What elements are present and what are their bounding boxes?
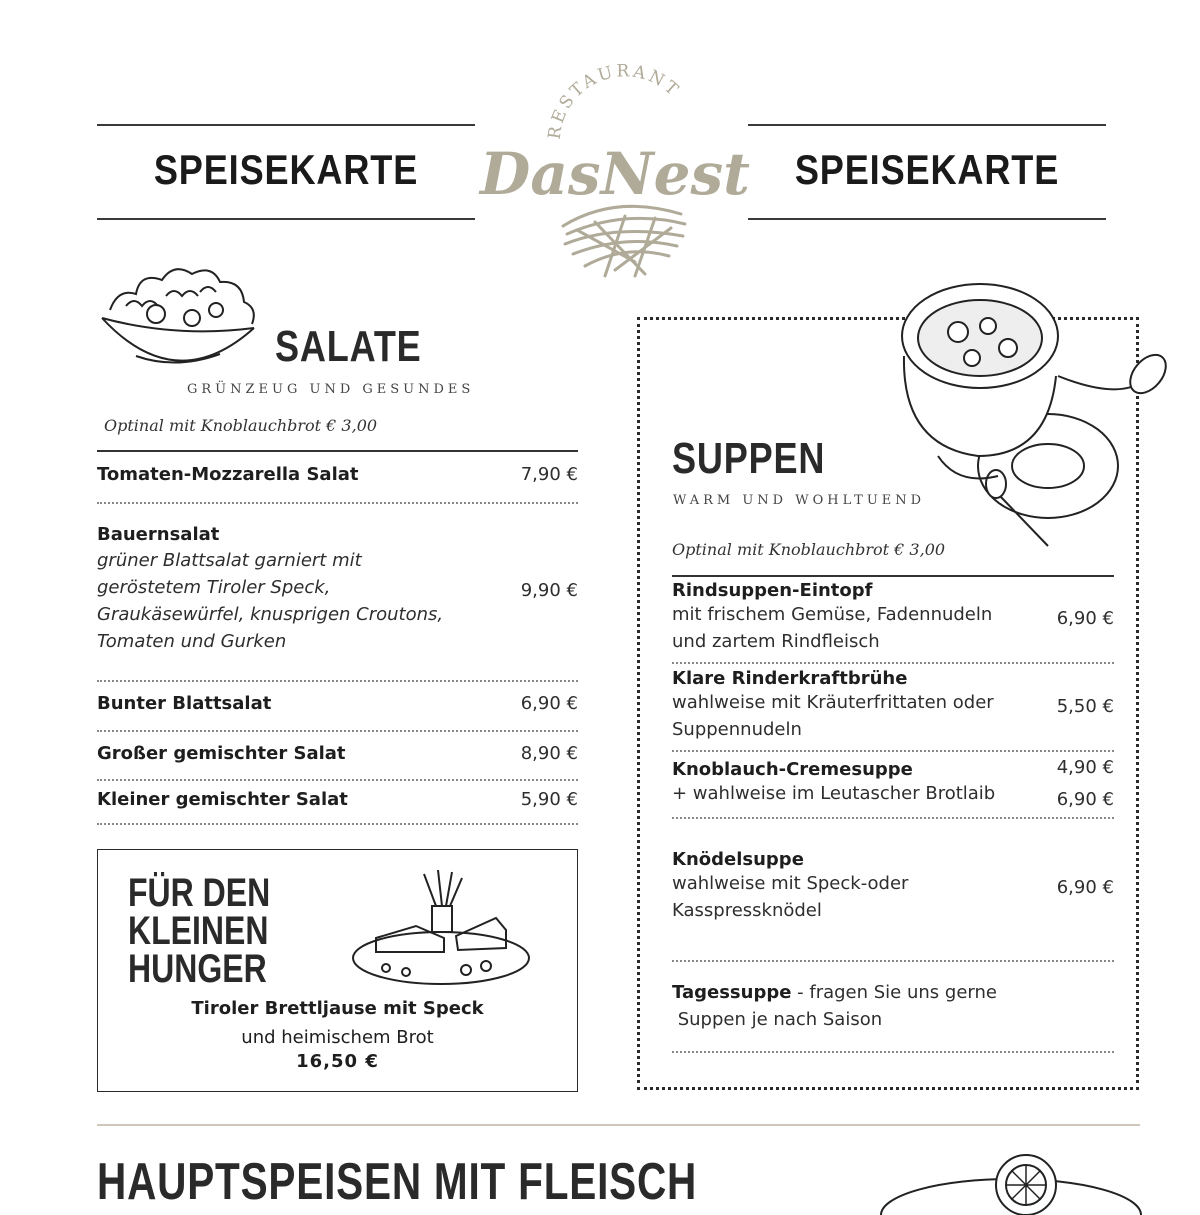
menu-title-left: SPEISEKARTE [153,146,419,193]
divider [97,680,578,682]
item-price-alt: 6,90 € [1056,789,1114,810]
food-plate-icon [876,1155,1146,1215]
item-price: 4,90 € [1056,757,1114,778]
list-item [97,789,578,810]
logo-name: DasNest [480,140,750,208]
list-item [672,849,1114,924]
svg-text:RESTAURANT [545,61,684,140]
item-name: Kleiner gemischter Salat [97,789,348,810]
divider [97,823,578,825]
item-name: Klare Rinderkraftbrühe [672,668,908,689]
list-item [97,693,578,714]
header-rule-left-bottom [97,218,475,220]
divider [672,960,1114,962]
item-name: Knödelsuppe [672,849,804,870]
divider [97,502,578,504]
tagessuppe-text: - fragen Sie uns gerne [791,982,997,1003]
item-name: Rindsuppen-Eintopf [672,580,873,601]
item-price: 5,90 € [520,789,578,810]
divider [672,662,1114,664]
divider [672,817,1114,819]
item-description: wahlweise mit Kräuterfrittaten oder Suppennudeln [672,692,994,740]
list-item [672,668,1114,743]
nest-icon [563,206,685,276]
item-name: Bauernsalat [97,524,220,545]
item-price: 9,90 € [520,580,578,601]
suppen-optional-note: Optinal mit Knoblauchbrot € 3,00 [672,540,946,559]
list-item [672,757,1114,810]
divider [672,1051,1114,1053]
tagessuppe-text-2: Suppen je nach Saison [672,1009,883,1030]
divider [672,750,1114,752]
header-rule-left-top [97,124,475,126]
salate-optional-note: Optinal mit Knoblauchbrot € 3,00 [104,416,378,435]
kids-dish-desc: und heimischem Brot [241,1027,434,1048]
suppen-subtitle: WARM UND WOHLTUEND [673,493,926,508]
suppen-title: SUPPEN [672,434,826,483]
tagessuppe-name: Tagessuppe [672,982,792,1003]
header-rule-right-bottom [748,218,1106,220]
item-name: Knoblauch-Cremesuppe [672,759,913,780]
item-price: 6,90 € [520,693,578,714]
suppen-top-rule [672,575,1114,577]
menu-title-right: SPEISEKARTE [794,146,1060,193]
item-name: Großer gemischter Salat [97,743,346,764]
kids-title: FÜR DEN KLEINEN HUNGER [128,871,271,991]
list-item [672,580,1114,655]
item-price: 6,90 € [1056,877,1114,898]
logo-graphic [480,61,750,284]
kids-menu-box [97,849,578,1092]
kids-dish-name: Tiroler Brettljause mit Speck [191,998,484,1019]
salate-title: SALATE [275,322,422,371]
salad-bowl-icon [96,258,266,378]
kids-dish-price: 16,50 € [296,1051,379,1072]
item-description: wahlweise mit Speck-oder Kasspressknödel [672,873,909,921]
item-description: grüner Blattsalat garniert mit geröstetem Tiroler Speck, Graukäsewürfel, knusprigen Croutons, Tomaten und Gurken [97,550,444,652]
list-item [97,524,578,655]
item-description: mit frischem Gemüse, Fadennudeln und zartem Rindfleisch [672,604,993,652]
hauptspeisen-title: HAUPTSPEISEN MIT FLEISCH [97,1153,698,1211]
item-description: + wahlweise im Leutascher Brotlaib [672,783,996,804]
divider [97,730,578,732]
salate-subtitle: GRÜNZEUG UND GESUNDES [187,382,475,397]
soup-pot-icon [898,266,1168,546]
section-divider [97,1124,1140,1126]
item-price: 5,50 € [1056,696,1114,717]
item-price: 7,90 € [520,464,578,485]
item-price: 8,90 € [520,743,578,764]
item-name: Bunter Blattsalat [97,693,272,714]
header-rule-right-top [748,124,1106,126]
item-name: Tomaten-Mozzarella Salat [97,464,359,485]
divider [97,779,578,781]
tagessuppe-note [672,979,1114,1033]
salate-top-rule [97,450,578,452]
list-item [97,743,578,764]
cheese-platter-icon [346,868,536,988]
item-price: 6,90 € [1056,608,1114,629]
logo-top-text: RESTAURANT [544,61,684,141]
list-item [97,464,578,485]
